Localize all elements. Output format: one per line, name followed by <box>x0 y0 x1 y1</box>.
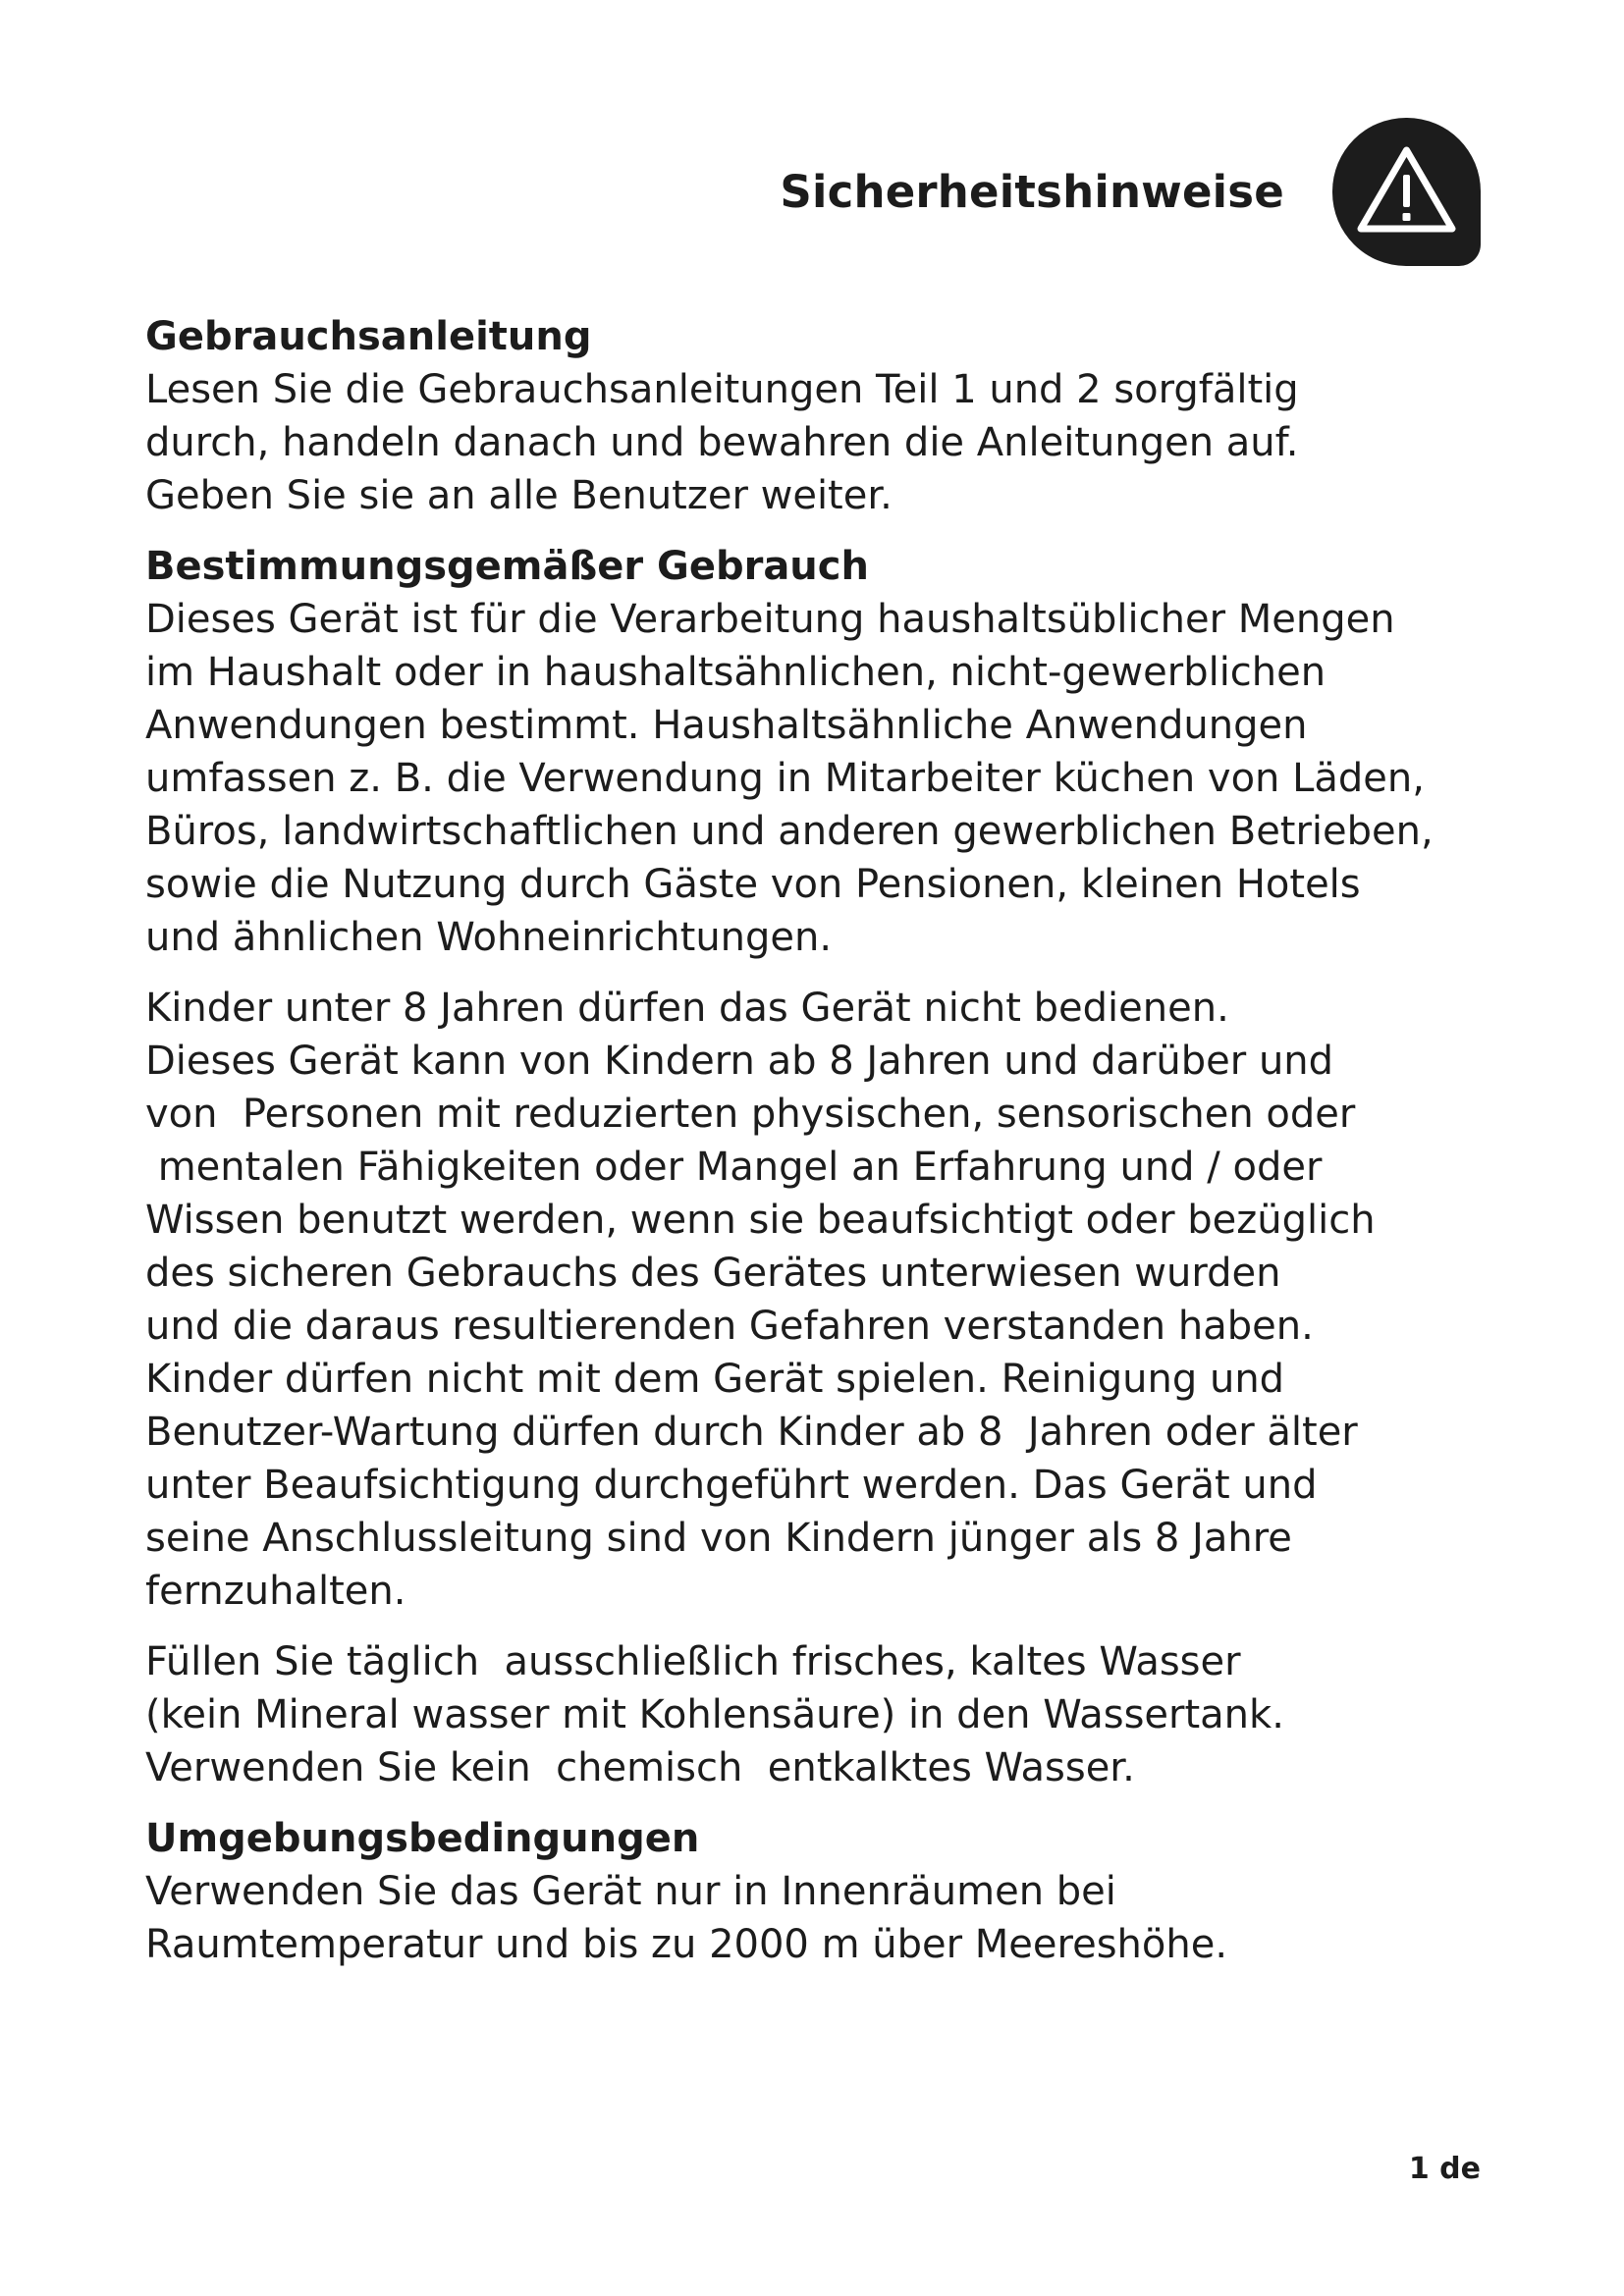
section-heading: Gebrauchsanleitung <box>145 314 592 359</box>
section-heading: Bestimmungsgemäßer Gebrauch <box>145 544 869 589</box>
document-body <box>145 310 1510 1971</box>
section-gebrauchsanleitung <box>145 310 1510 522</box>
page-header <box>0 0 1624 294</box>
page-number: 1 de <box>1408 2152 1481 2186</box>
paragraph: Verwenden Sie das Gerät nur in Innenräumen bei Raumtemperatur und bis zu 2000 m über Meereshöhe. <box>145 1869 1228 1967</box>
paragraph: Lesen Sie die Gebrauchsanleitungen Teil 1 und 2 sorgfältig durch, handeln danach und bewahren die Anleitungen auf. Geben Sie sie an alle Benutzer weiter. <box>145 367 1299 518</box>
paragraph: Dieses Gerät ist für die Verarbeitung haushaltsüblicher Mengen im Haushalt oder in haushaltsähnlichen, nicht-gewerblichen Anwendungen bestimmt. Haushaltsähnliche Anwendungen umfassen z. B. die Verwendung in Mitarbeiter küchen von Läden, Büros, landwirtschaftlichen und anderen gewerblichen Betrieben, sowie die Nutzung durch Gäste von Pensionen, kleinen Hotels und ähnlichen Wohneinrichtungen. <box>145 597 1434 960</box>
warning-triangle-icon <box>1332 118 1481 266</box>
paragraph: Kinder unter 8 Jahren dürfen das Gerät nicht bedienen. Dieses Gerät kann von Kindern ab 8 Jahren und darüber und von Personen mit reduzierten physischen, sensorischen oder mentalen Fähigkeiten oder Mangel an Erfahrung und / oder Wissen benutzt werden, wenn sie beaufsichtigt oder bezüglich des sicheren Gebrauchs des Gerätes unterwiesen wurden und die daraus resultierenden Gefahren verstanden haben. Kinder dürfen nicht mit dem Gerät spielen. Reinigung und Benutzer-Wartung dürfen durch Kinder ab 8 Jahren oder älter unter Beaufsichtigung durchgeführt werden. Das Gerät und seine Anschlussleitung sind von Kindern jünger als 8 Jahre fernzuhalten. <box>145 986 1376 1614</box>
section-umgebungsbedingungen <box>145 1812 1510 1971</box>
section-heading: Umgebungsbedingungen <box>145 1816 700 1861</box>
paragraph: Füllen Sie täglich ausschließlich frisches, kaltes Wasser (kein Mineral wasser mit Kohlensäure) in den Wassertank. Verwenden Sie kein chemisch entkalktes Wasser. <box>145 1639 1284 1790</box>
section-bestimmungsgemaesser-gebrauch <box>145 540 1510 1794</box>
warning-badge <box>1332 118 1481 266</box>
page-title: Sicherheitshinweise <box>780 166 1284 218</box>
